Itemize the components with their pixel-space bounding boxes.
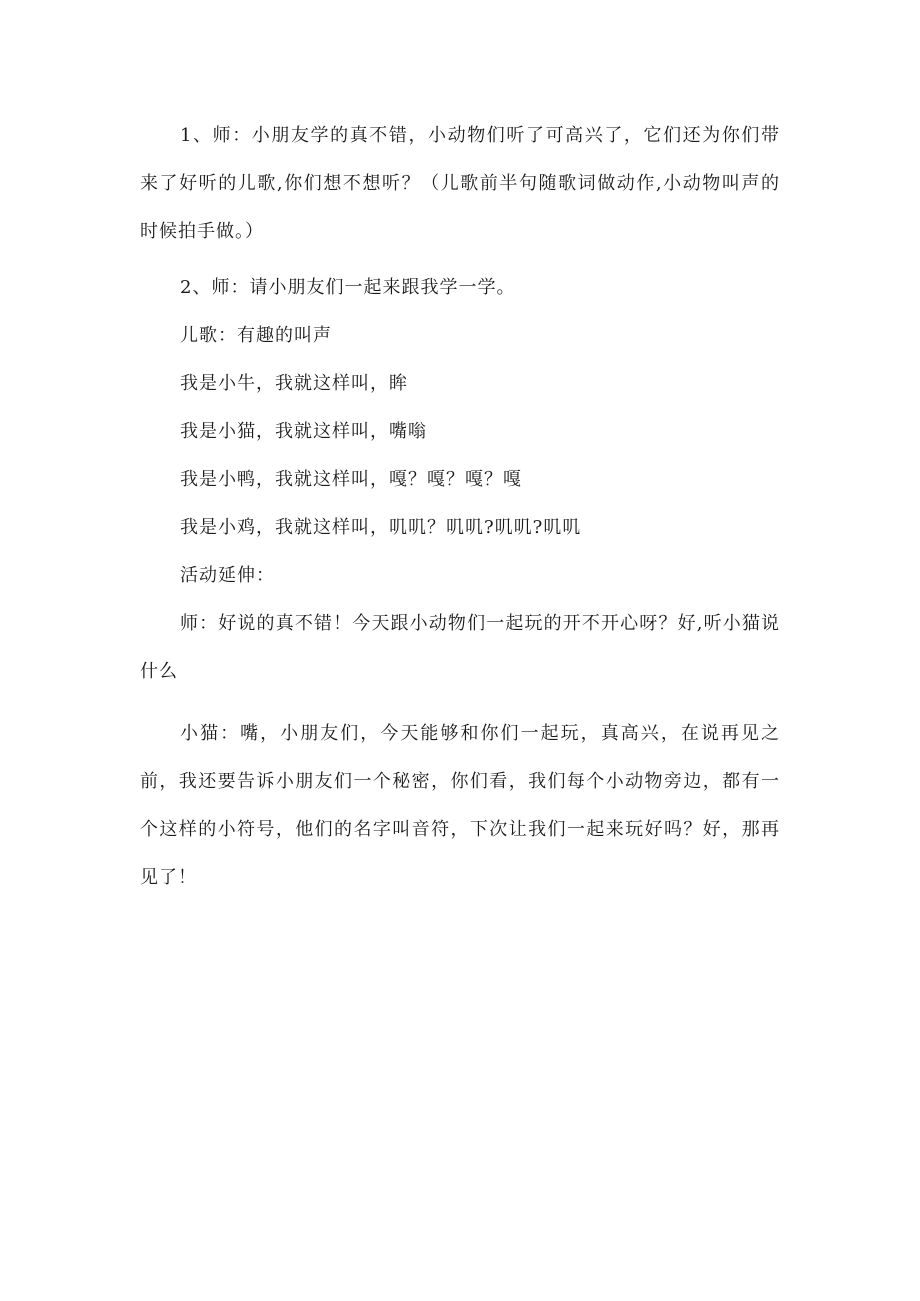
song-line-chicken: 我是小鸡，我就这样叫，叽叽？叽叽?叽叽?叽叽 [180,517,582,538]
song-line-cat: 我是小猫，我就这样叫，嘴嗡 [180,421,427,442]
extension-heading: 活动延伸： [180,565,275,586]
song-line-cow: 我是小牛，我就这样叫，眸 [180,373,408,394]
paragraph-teacher: 师：好说的真不错！今天跟小动物们一起玩的开不开心呀？好,听小猫说什么 [140,613,780,682]
paragraph-instruction: 2、师：请小朋友们一起来跟我学一学。 [180,277,516,298]
song-line-duck: 我是小鸭，我就这样叫，嘎？嘎？嘎？嘎 [180,469,522,490]
paragraph-cat: 小猫：嘴，小朋友们，今天能够和你们一起玩，真高兴，在说再见之前，我还要告诉小朋友们一个秘密，你们看，我们每个小动物旁边，都有一个这样的小符号，他们的名字叫音符，下次让我们一起来玩好吗？好，那再见了！ [140,723,780,888]
paragraph-intro: 1、师：小朋友学的真不错，小动物们听了可高兴了，它们还为你们带来了好听的儿歌,你们想不想听？（儿歌前半句随歌词做动作,小动物叫声的时候拍手做。） [140,125,780,242]
document-body [140,112,780,916]
song-title: 儿歌：有趣的叫声 [180,325,332,346]
